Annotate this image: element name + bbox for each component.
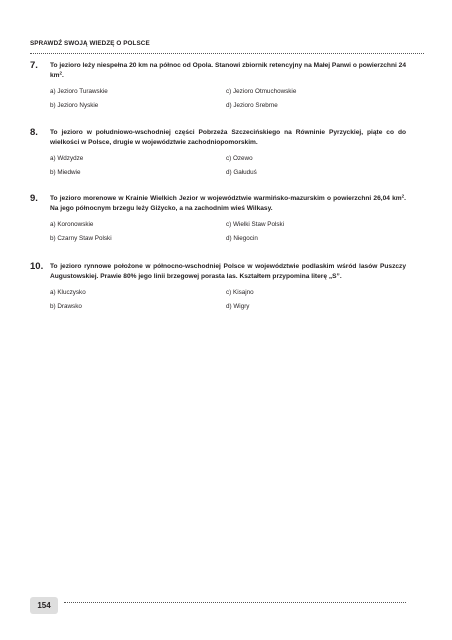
answer-option-c[interactable]: c) Kisajno xyxy=(226,289,254,296)
answer-option-b[interactable]: b) Drawsko xyxy=(50,303,82,310)
answer-option-d[interactable]: d) Niegocin xyxy=(226,235,258,242)
answer-option-a[interactable]: a) Koronowskie xyxy=(50,221,94,228)
question-7 xyxy=(30,61,406,115)
question-number: 8. xyxy=(30,127,38,138)
answer-options xyxy=(50,154,406,182)
answer-option-a[interactable]: a) Kluczysko xyxy=(50,289,86,296)
answer-options xyxy=(50,220,406,248)
answer-options xyxy=(50,288,406,316)
answer-option-c[interactable]: c) Ozewo xyxy=(226,155,253,162)
header-dotted-divider xyxy=(30,53,424,54)
answer-options xyxy=(50,87,406,115)
question-number: 9. xyxy=(30,193,38,204)
section-title: SPRAWDŹ SWOJĄ WIEDZĘ O POLSCE xyxy=(30,40,150,47)
answer-option-d[interactable]: d) Wigry xyxy=(226,303,250,310)
answer-option-a[interactable]: a) Jezioro Turawskie xyxy=(50,88,108,95)
answer-option-b[interactable]: b) Miedwie xyxy=(50,169,81,176)
answer-option-a[interactable]: a) Wdzydze xyxy=(50,155,84,162)
answer-option-d[interactable]: d) Jezioro Srebrne xyxy=(226,102,278,109)
question-text: To jezioro rynnowe położone w północno-wschodniej Polsce w województwie podlaskim wśród lasów Puszczy Augustowskiej. Prawie 80% jego linii brzegowej porasta las. Kształtem przypomina literę „S”. xyxy=(50,263,406,280)
question-text: To jezioro morenowe w Krainie Wielkich Jezior w województwie warmińsko-mazurskim o powierzchni 26,04 $km^2$. Na jego północnym brzegu leży Giżycko, a na zachodnim wieś Wilkasy. xyxy=(50,193,406,212)
question-8 xyxy=(30,128,406,182)
page-number: 154 xyxy=(30,597,58,614)
answer-option-c[interactable]: c) Wielki Staw Polski xyxy=(226,221,285,228)
question-number: 7. xyxy=(30,60,38,71)
question-text: To jezioro leży niespełna 20 km na północ od Opola. Stanowi zbiornik retencyjny na Małej Panwi o powierzchni 24 $km^2$. xyxy=(50,62,406,79)
question-10 xyxy=(30,262,406,316)
footer-dotted-divider xyxy=(64,602,406,603)
question-text: To jezioro w południowo-wschodniej części Pobrzeża Szczecińskiego na Równinie Pyrzyckiej, piąte co do wielkości w Polsce, drugie w województwie zachodniopomorskim. xyxy=(50,129,406,146)
answer-option-b[interactable]: b) Jezioro Nyskie xyxy=(50,102,99,109)
answer-option-d[interactable]: d) Gałuduś xyxy=(226,169,257,176)
question-9 xyxy=(30,194,406,248)
question-number: 10. xyxy=(30,261,44,272)
answer-option-c[interactable]: c) Jezioro Otmuchowskie xyxy=(226,88,297,95)
answer-option-b[interactable]: b) Czarny Staw Polski xyxy=(50,235,112,242)
